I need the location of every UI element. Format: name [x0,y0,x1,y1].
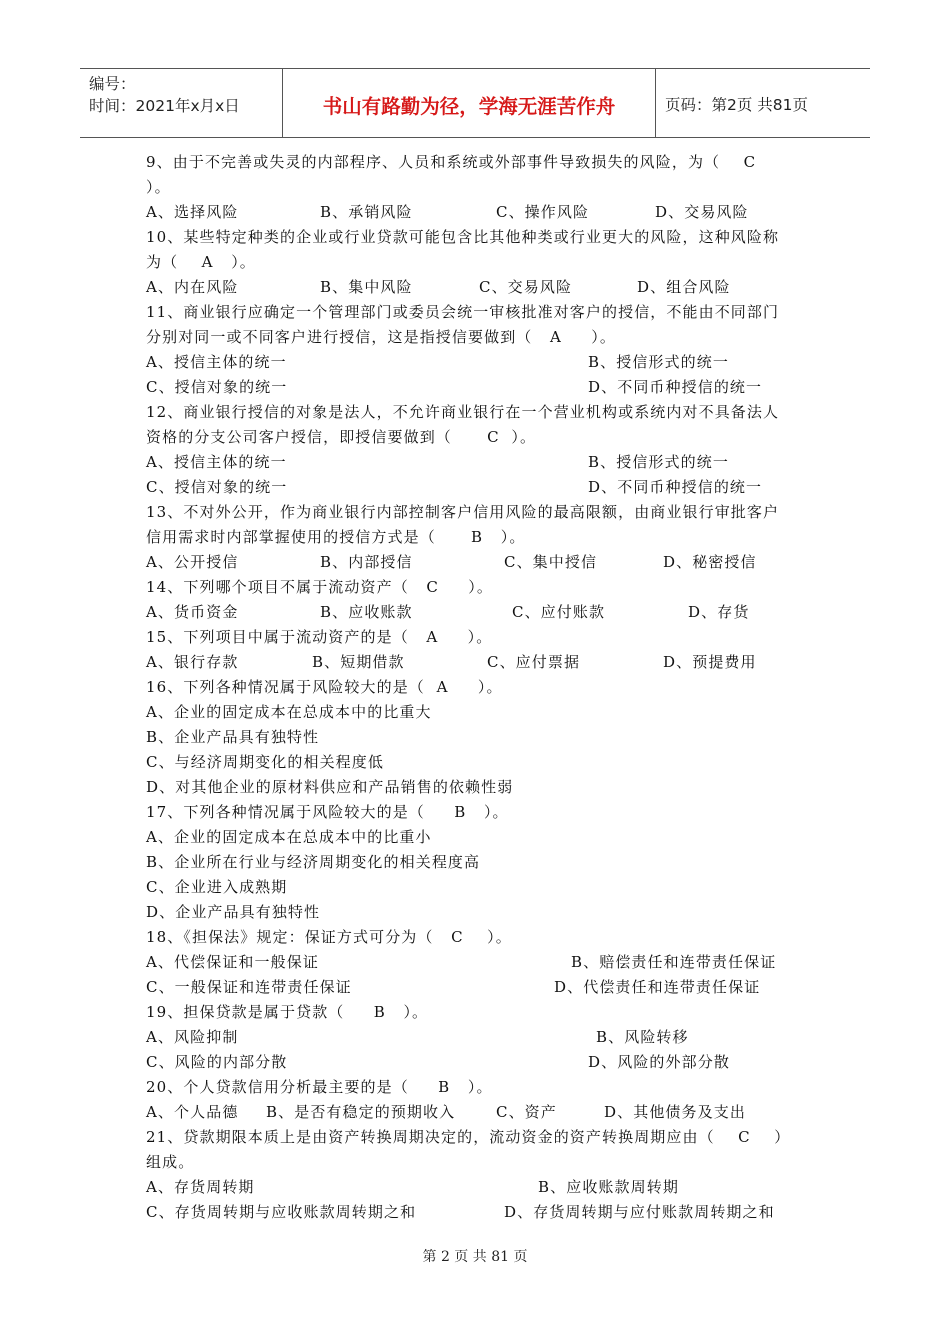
line-text: 9、由于不完善或失灵的内部程序、人员和系统或外部事件导致损失的风险，为（ C [146,153,757,171]
option-text: B、授信形式的统一 [588,453,729,471]
line-text: 信用需求时内部掌握使用的授信方式是（ B ）。 [146,528,526,546]
line-text: 15、下列项目中属于流动资产的是（ A ）。 [146,628,493,646]
header-page-number: 页码：第2页 共81页 [665,96,809,114]
line-text: A、公开授信 [146,553,239,571]
line-text: 组成。 [146,1153,195,1171]
option-text: D、组合风险 [637,278,731,296]
option-text: B、应收账款 [320,603,413,621]
option-text: D、不同币种授信的统一 [588,478,763,496]
line-text: C、一般保证和连带责任保证 [146,978,352,996]
line-text: ）。 [146,178,171,196]
option-text: D、风险的外部分散 [588,1053,730,1071]
line-text: 分别对同一或不同客户进行授信，这是指授信要做到（ A ）。 [146,328,616,346]
option-text: B、赔偿责任和连带责任保证 [571,953,777,971]
line-text: 14、下列哪个项目不属于流动资产（ C ）。 [146,578,494,596]
option-text: B、授信形式的统一 [588,353,729,371]
line-text: 10、某些特定种类的企业或行业贷款可能包含比其他种类或行业更大的风险，这种风险称 [146,228,780,246]
line-text: 16、下列各种情况属于风险较大的是（ A ）。 [146,678,503,696]
option-text: D、交易风险 [655,203,749,221]
line-text: 为（ A ）。 [146,253,256,271]
line-text: 17、下列各种情况属于风险较大的是（ B ）。 [146,803,509,821]
line-text: 18、《担保法》规定：保证方式可分为（ C ）。 [146,928,512,946]
line-text: 12、商业银行授信的对象是法人，不允许商业银行在一个营业机构或系统内对不具备法人 [146,403,780,421]
option-text: B、短期借款 [312,653,405,671]
line-text: A、风险抑制 [146,1028,239,1046]
line-text: 13、不对外公开，作为商业银行内部控制客户信用风险的最高限额，由商业银行审批客户 [146,503,780,521]
option-text: D、其他债务及支出 [604,1103,746,1121]
line-text: C、授信对象的统一 [146,378,288,396]
header-motto: 书山有路勤为径，学海无涯苦作舟 [322,95,616,118]
option-text: D、不同币种授信的统一 [588,378,763,396]
line-text: A、存货周转期 [146,1178,255,1196]
option-text: D、代偿责任和连带责任保证 [554,978,761,996]
document-number-label: 编号： [89,75,136,93]
line-text: 21、贷款期限本质上是由资产转换周期决定的，流动资金的资产转换周期应由（ C ） [146,1128,791,1146]
line-text: A、货币资金 [146,603,239,621]
option-text: C、集中授信 [504,553,598,571]
option-text: D、秘密授信 [663,553,757,571]
option-text: B、是否有稳定的预期收入 [266,1103,456,1121]
line-text: B、企业产品具有独特性 [146,728,320,746]
option-text: B、风险转移 [596,1028,689,1046]
line-text: 资格的分支公司客户授信，即授信要做到（ C ）。 [146,428,537,446]
option-text: C、操作风险 [496,203,590,221]
document-date: 时间：2021年x月x日 [89,97,240,115]
line-text: 20、个人贷款信用分析最主要的是（ B ）。 [146,1078,493,1096]
line-text: A、银行存款 [146,653,239,671]
line-text: D、对其他企业的原材料供应和产品销售的依赖性弱 [146,778,514,796]
option-text: B、集中风险 [320,278,413,296]
option-text: B、应收账款周转期 [538,1178,679,1196]
line-text: 19、担保贷款是属于贷款（ B ）。 [146,1003,429,1021]
option-text: C、资产 [496,1103,557,1121]
line-text: 11、商业银行应确定一个管理部门或委员会统一审核批准对客户的授信，不能由不同部门 [146,303,780,321]
line-text: D、企业产品具有独特性 [146,903,321,921]
line-text: A、授信主体的统一 [146,353,287,371]
line-text: A、选择风险 [146,203,239,221]
option-text: C、交易风险 [479,278,573,296]
option-text: B、内部授信 [320,553,413,571]
line-text: B、企业所在行业与经济周期变化的相关程度高 [146,853,481,871]
line-text: C、授信对象的统一 [146,478,288,496]
option-text: B、承销风险 [320,203,413,221]
line-text: C、风险的内部分散 [146,1053,288,1071]
line-text: A、个人品德 [146,1103,239,1121]
line-text: A、企业的固定成本在总成本中的比重小 [146,828,432,846]
option-text: D、预提费用 [663,653,757,671]
line-text: C、存货周转期与应收账款周转期之和 [146,1203,417,1221]
line-text: C、与经济周期变化的相关程度低 [146,753,384,771]
line-text: A、内在风险 [146,278,239,296]
line-text: A、代偿保证和一般保证 [146,953,319,971]
line-text: A、企业的固定成本在总成本中的比重大 [146,703,432,721]
option-text: D、存货周转期与应付账款周转期之和 [504,1203,775,1221]
line-text: C、企业进入成熟期 [146,878,288,896]
option-text: C、应付票据 [487,653,581,671]
page-footer: 第 2 页 共 81 页 [422,1249,528,1265]
line-text: A、授信主体的统一 [146,453,287,471]
option-text: C、应付账款 [512,603,606,621]
option-text: D、存货 [688,603,750,621]
